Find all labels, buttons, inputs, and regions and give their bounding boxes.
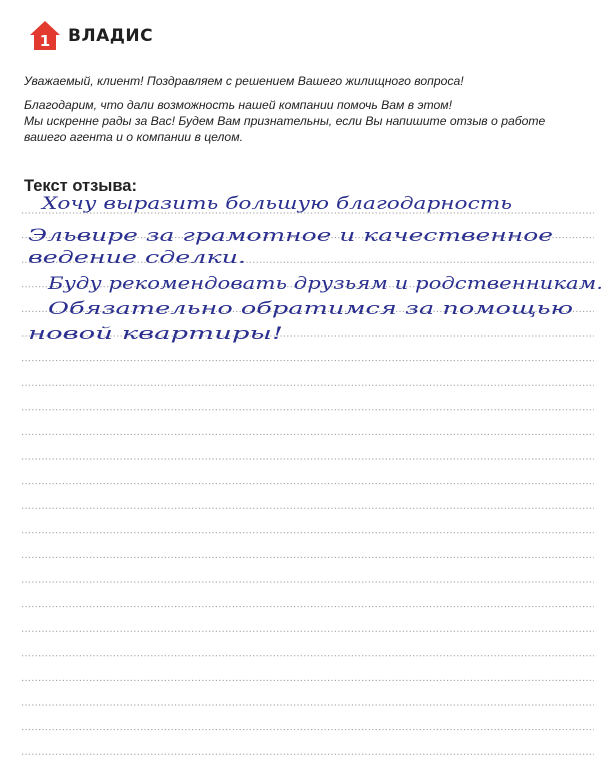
review-line: новой квартиры!: [28, 324, 283, 344]
intro-thanks: Благодарим, что дали возможность нашей компании помочь Вам в этом!: [24, 98, 453, 112]
review-line: Хочу выразить большую благодарность: [39, 194, 513, 214]
logo-digit: 1: [39, 32, 51, 50]
intro-request-cont: вашего агента и о компании в целом.: [24, 130, 243, 144]
review-line: Буду рекомендовать друзьям и родственникам.: [46, 274, 603, 294]
review-line: Обязательно обратимся за помощью: [48, 299, 574, 319]
brand-name: ВЛАДИС: [68, 26, 154, 46]
review-form-title: Текст отзыва:: [24, 177, 137, 195]
review-line: Эльвире за грамотное и качественное: [28, 226, 553, 246]
intro-request: Мы искренне рады за Вас! Будем Вам признательны, если Вы напишите отзыв о работе: [24, 114, 546, 128]
review-line: ведение сделки.: [28, 248, 246, 268]
intro-greeting: Уважаемый, клиент! Поздравляем с решением Вашего жилищного вопроса!: [24, 74, 464, 88]
